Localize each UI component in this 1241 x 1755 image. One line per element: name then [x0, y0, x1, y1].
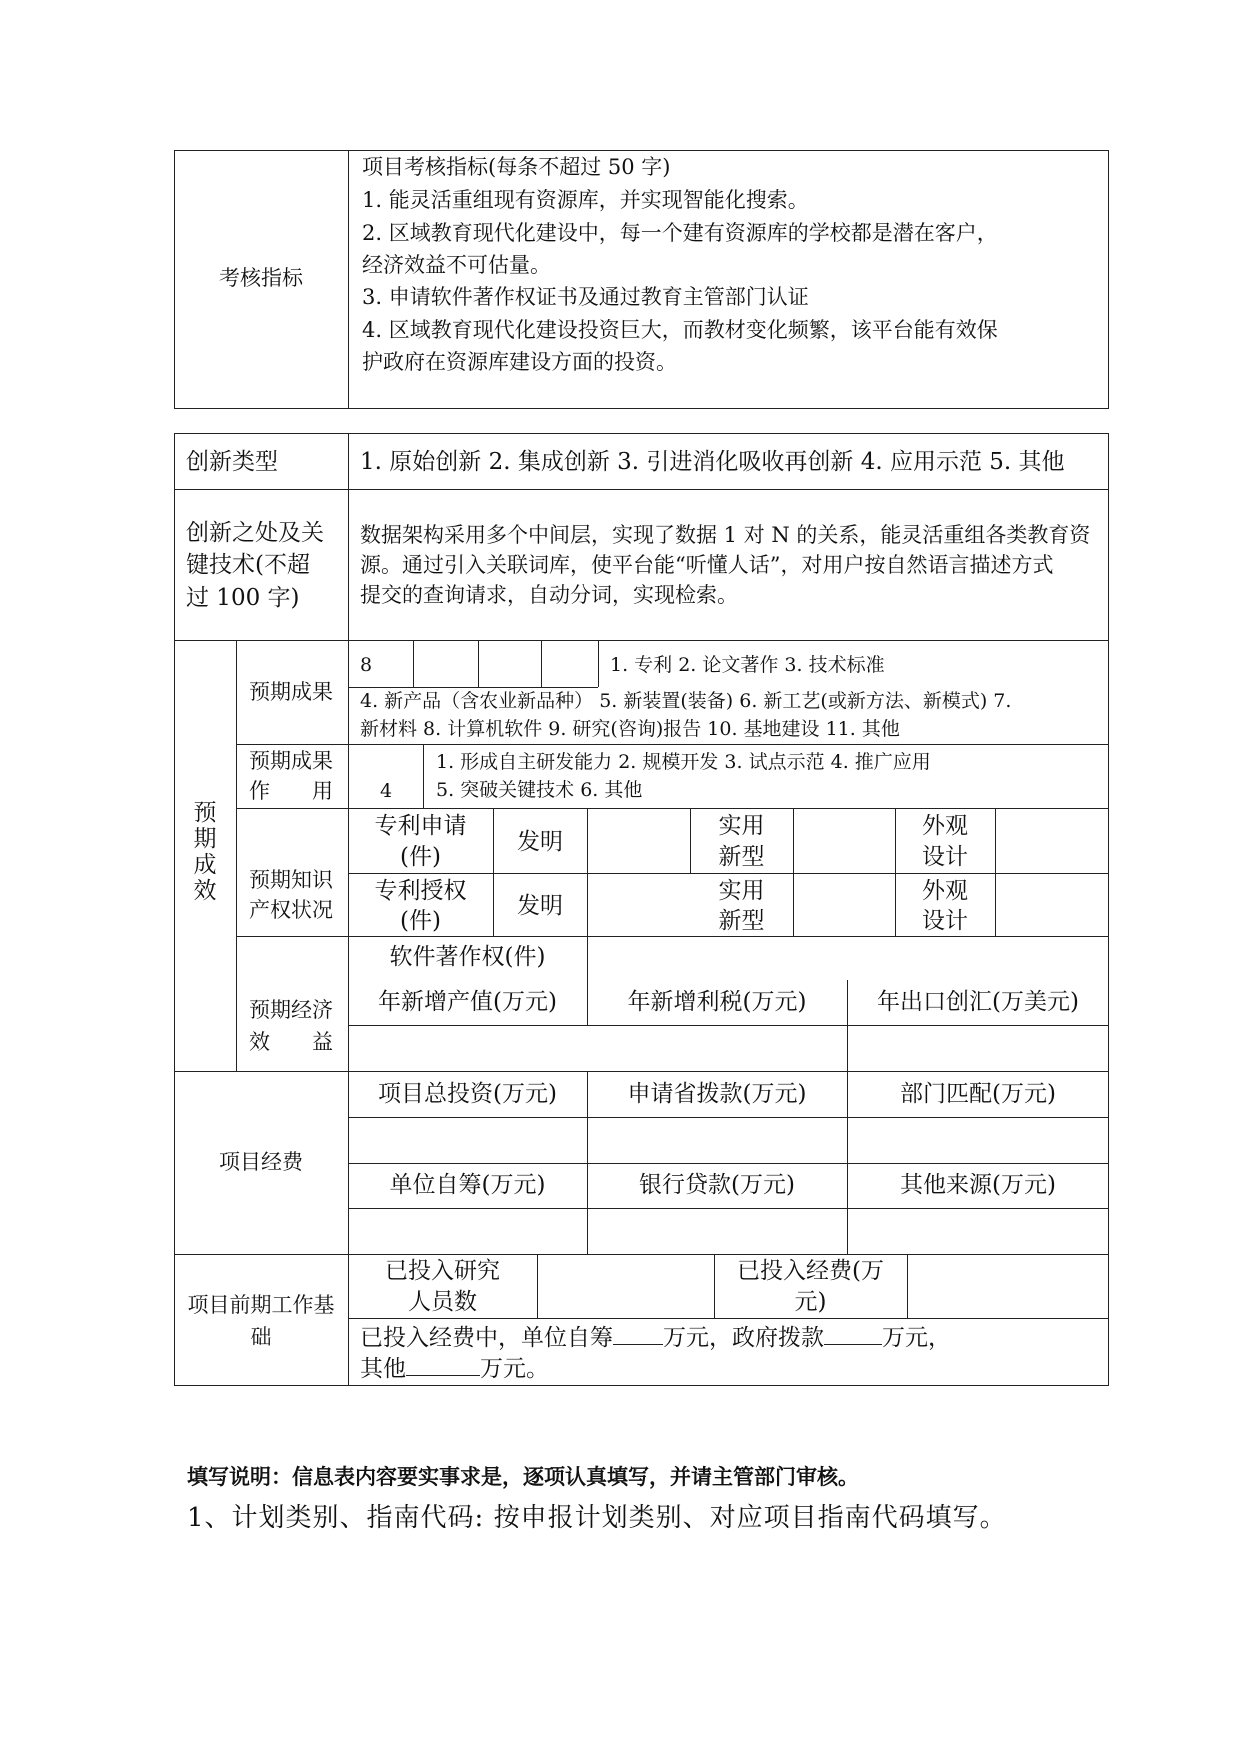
patent-grant-invention: 发明: [517, 893, 563, 919]
assessment-divider: [348, 150, 349, 409]
notes-item: 1、计划类别、指南代码: 按申报计划类别、对应项目指南代码填写。: [187, 1503, 1007, 1533]
expected-role-label: 预期成果: [249, 749, 333, 773]
software-copyright-label: 软件著作权(件): [389, 944, 546, 970]
assessment-item: 1. 能灵活重组现有资源库，并实现智能化搜索。: [362, 188, 809, 212]
innovation-key-label: 键技术(不超: [186, 552, 310, 578]
economic-output-header: 年新增产值(万元): [378, 989, 557, 1015]
innovation-type-label: 创新类型: [186, 449, 278, 475]
funding-provincial-header: 申请省拨款(万元): [627, 1081, 807, 1107]
expected-economic-label: 效 益: [249, 1030, 333, 1054]
patent-grant-utility: 实用: [718, 878, 765, 904]
expected-results-code: 8: [360, 654, 373, 676]
patent-apply-utility: 新型: [718, 844, 765, 870]
funding-bank-loan-header: 银行贷款(万元): [639, 1172, 795, 1198]
expected-ip-label: 产权状况: [249, 898, 333, 922]
expected-ip-label: 预期知识: [249, 868, 333, 892]
prior-funds-label: 已投入经费(万: [737, 1258, 884, 1284]
patent-grant-utility: 新型: [718, 908, 765, 934]
expected-section-label: 预期成效: [193, 800, 217, 904]
innovation-key-label: 创新之处及关: [186, 520, 324, 546]
government-blank[interactable]: [824, 1324, 882, 1345]
patent-apply-utility: 实用: [718, 813, 765, 839]
assessment-item: 经济效益不可估量。: [362, 253, 551, 277]
self-raised-blank[interactable]: [613, 1324, 663, 1345]
patent-apply-label: 专利申请: [374, 813, 467, 839]
funding-total-header: 项目总投资(万元): [378, 1081, 557, 1107]
prior-researchers-label: 人员数: [408, 1289, 477, 1315]
prior-funds-detail: 已投入经费中，单位自筹 万元，政府拨款 万元，: [360, 1325, 951, 1351]
expected-economic-label: 预期经济: [249, 998, 333, 1022]
other-blank[interactable]: [406, 1355, 480, 1376]
prior-researchers-label: 已投入研究: [385, 1258, 500, 1284]
economic-profit-header: 年新增利税(万元): [627, 989, 807, 1015]
patent-apply-design: 设计: [922, 844, 968, 870]
patent-apply-invention: 发明: [517, 829, 563, 855]
innovation-key-label: 过 100 字): [186, 585, 300, 611]
funding-other-header: 其他来源(万元): [900, 1172, 1056, 1198]
funding-self-raised-header: 单位自筹(万元): [389, 1172, 546, 1198]
expected-role-options: 5. 突破关键技术 6. 其他: [436, 779, 643, 801]
innovation-key-text: 源。通过引入关联词库，使平台能“听懂人话”，对用户按自然语言描述方式: [360, 553, 1054, 577]
patent-apply-design: 外观: [922, 813, 968, 839]
assessment-label: 考核指标: [219, 266, 303, 290]
notes-title: 填写说明：信息表内容要实事求是，逐项认真填写，并请主管部门审核。: [187, 1465, 859, 1489]
assessment-item: 护政府在资源库建设方面的投资。: [362, 350, 677, 374]
patent-grant-design: 外观: [922, 878, 968, 904]
expected-results-options: 4. 新产品（含农业新品种） 5. 新装置(装备) 6. 新工艺(或新方法、新模式) 7.: [360, 690, 1012, 712]
patent-grant-design: 设计: [922, 908, 968, 934]
expected-role-value: 4: [380, 780, 393, 802]
prior-funds-label: 元): [794, 1289, 827, 1315]
funding-department-header: 部门匹配(万元): [900, 1081, 1056, 1107]
assessment-item: 3. 申请软件著作权证书及通过教育主管部门认证: [362, 285, 809, 309]
innovation-key-text: 提交的查询请求，自动分词，实现检索。: [360, 583, 738, 607]
expected-results-options: 1. 专利 2. 论文著作 3. 技术标准: [610, 654, 885, 676]
funding-label: 项目经费: [219, 1150, 303, 1174]
patent-grant-label: 专利授权: [374, 878, 467, 904]
assessment-heading: 项目考核指标(每条不超过 50 字): [362, 155, 671, 179]
assessment-item: 2. 区域教育现代化建设中，每一个建有资源库的学校都是潜在客户，: [362, 221, 998, 245]
patent-grant-unit: (件): [400, 908, 441, 934]
expected-results-options: 新材料 8. 计算机软件 9. 研究(咨询)报告 10. 基地建设 11. 其他: [360, 718, 900, 740]
assessment-item: 4. 区域教育现代化建设投资巨大，而教材变化频繁，该平台能有效保: [362, 318, 998, 342]
patent-apply-unit: (件): [400, 844, 441, 870]
expected-role-label: 作 用: [249, 779, 333, 803]
prior-funds-detail-other: 其他 万元。: [360, 1356, 549, 1382]
economic-export-header: 年出口创汇(万美元): [877, 989, 1079, 1015]
innovation-key-text: 数据架构采用多个中间层，实现了数据 1 对 N 的关系，能灵活重组各类教育资: [360, 523, 1091, 547]
innovation-type-options: 1. 原始创新 2. 集成创新 3. 引进消化吸收再创新 4. 应用示范 5. 其他: [360, 449, 1065, 475]
prior-work-label: 础: [250, 1325, 272, 1349]
expected-results-label: 预期成果: [249, 680, 333, 704]
prior-work-label: 项目前期工作基: [187, 1293, 335, 1317]
expected-role-options: 1. 形成自主研发能力 2. 规模开发 3. 试点示范 4. 推广应用: [436, 751, 931, 773]
